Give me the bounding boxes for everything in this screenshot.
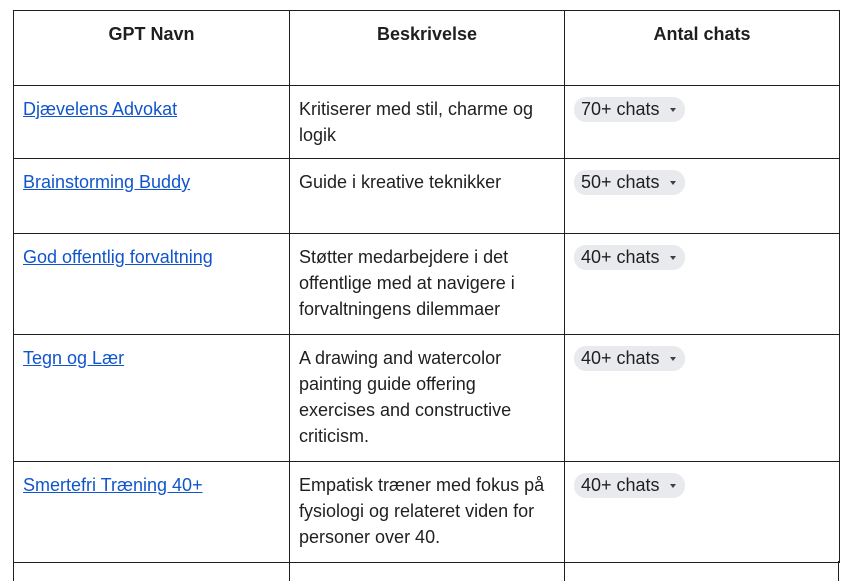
chats-count: 50+ chats (581, 172, 660, 192)
caret-down-icon (670, 484, 676, 488)
gpt-link[interactable]: Brainstorming Buddy (23, 172, 191, 192)
table-row (14, 234, 840, 335)
description-cell: Guide i kreative teknikker (290, 159, 565, 234)
chats-count: 70+ chats (581, 99, 660, 119)
description-cell: Støtter medarbejdere i det offentlige med at navigere i forvaltningens dilemmaer (290, 234, 565, 335)
column-header-chats: Antal chats (565, 11, 840, 86)
name-cell (14, 462, 290, 563)
chats-dropdown-chip[interactable] (574, 346, 685, 371)
name-cell (14, 159, 290, 234)
chats-count: 40+ chats (581, 247, 660, 267)
table-row (14, 159, 840, 234)
chats-dropdown-chip[interactable] (574, 473, 685, 498)
name-cell (14, 234, 290, 335)
chats-dropdown-chip[interactable] (574, 170, 685, 195)
table-row (14, 335, 840, 462)
column-header-name: GPT Navn (14, 11, 290, 86)
description-cell: Kritiserer med stil, charme og logik (290, 86, 565, 159)
gpt-link[interactable]: Djævelens Advokat (23, 99, 178, 119)
name-cell (14, 335, 290, 462)
chats-cell (565, 335, 840, 462)
table-header-row (14, 11, 840, 86)
chats-cell (565, 159, 840, 234)
table-row (14, 86, 840, 159)
chats-count: 40+ chats (581, 475, 660, 495)
next-row-edge (13, 561, 839, 581)
chats-count: 40+ chats (581, 348, 660, 368)
column-header-description: Beskrivelse (290, 11, 565, 86)
caret-down-icon (670, 357, 676, 361)
caret-down-icon (670, 181, 676, 185)
chats-cell (565, 86, 840, 159)
description-cell: A drawing and watercolor painting guide offering exercises and constructive criticism. (290, 335, 565, 462)
caret-down-icon (670, 256, 676, 260)
chats-cell (565, 234, 840, 335)
chats-cell (565, 462, 840, 563)
name-cell (14, 86, 290, 159)
gpt-table (13, 10, 840, 563)
gpt-link[interactable]: God offentlig forvaltning (23, 247, 213, 267)
gpt-link[interactable]: Tegn og Lær (23, 348, 125, 368)
chats-dropdown-chip[interactable] (574, 97, 685, 122)
description-cell: Empatisk træner med fokus på fysiologi og relateret viden for personer over 40. (290, 462, 565, 563)
table-row (14, 462, 840, 563)
gpt-link[interactable]: Smertefri Træning 40+ (23, 475, 203, 495)
caret-down-icon (670, 108, 676, 112)
chats-dropdown-chip[interactable] (574, 245, 685, 270)
